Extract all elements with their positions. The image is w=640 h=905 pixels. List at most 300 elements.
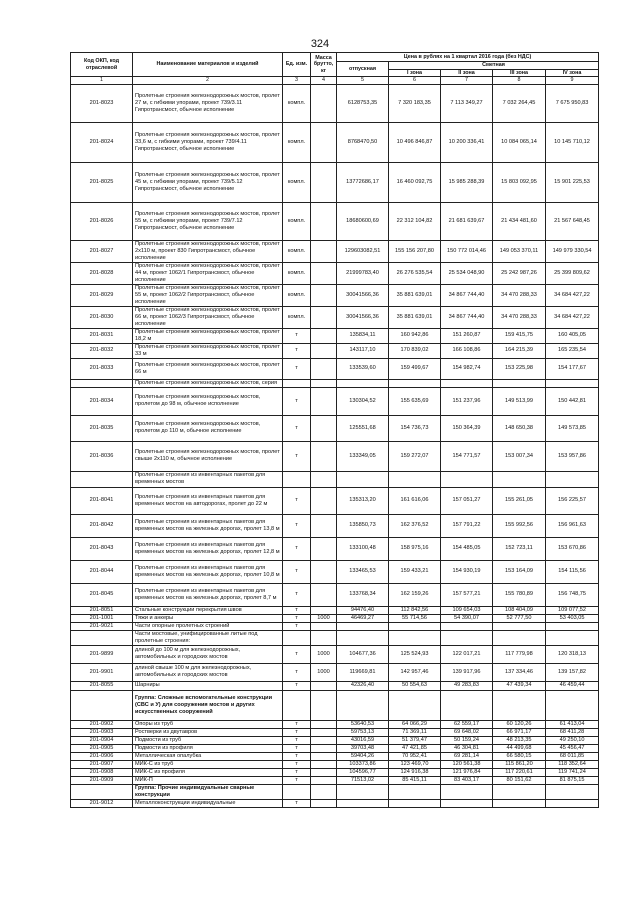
cell-code: 201-8044: [71, 560, 133, 583]
cell-price-zone-2: [441, 799, 493, 807]
cell-price-wholesale: 125551,68: [337, 415, 389, 441]
cell-price-zone-3: 137 334,46: [493, 663, 546, 681]
table-row: [71, 379, 599, 387]
cell-price-zone-3: 149 513,99: [493, 387, 546, 415]
cell-price-zone-4: 120 318,13: [546, 645, 599, 663]
cell-unit: т: [283, 622, 311, 630]
cell-mass: [311, 768, 337, 776]
cell-price-wholesale: 13772686,17: [337, 162, 389, 202]
cell-price-zone-3: 155 780,89: [493, 583, 546, 606]
cell-unit: компл.: [283, 84, 311, 122]
cell-code: 201-8030: [71, 306, 133, 328]
cell-price-zone-1: 51 379,47: [389, 736, 441, 744]
cell-name: Части опорные пролетных строений: [133, 622, 283, 630]
cell-unit: [283, 379, 311, 387]
cell-price-wholesale: 103373,86: [337, 760, 389, 768]
cell-name: Пролетные строения железнодорожных мостов, пролет свыше 2х110 м, обычное исполнение: [133, 441, 283, 471]
cell-unit: компл.: [283, 202, 311, 240]
cell-name: Пролетные строения железнодорожных мостов, пролет 27 м, с гибкими упорами, проект 739/3.11 Гипротрансмост, обычное исполнение: [133, 84, 283, 122]
cell-name: Пролетные строения железнодорожных мостов, пролет 55 м, проект 1062/2 Гипротрансмост, обычное исполнение: [133, 284, 283, 306]
cell-mass: [311, 240, 337, 262]
cell-price-wholesale: 18680600,69: [337, 202, 389, 240]
cell-name: Пролетные строения железнодорожных мостов, пролетом до 98 м, обычное исполнение: [133, 387, 283, 415]
cell-price-wholesale: 53640,53: [337, 720, 389, 728]
cell-price-zone-4: [546, 379, 599, 387]
cell-name: Подмости из профиля: [133, 744, 283, 752]
table-row: [71, 720, 599, 728]
table-row: [71, 202, 599, 240]
table-row: [71, 122, 599, 162]
cell-price-wholesale: 143117,10: [337, 343, 389, 358]
cell-unit: т: [283, 752, 311, 760]
cell-code: 201-8055: [71, 681, 133, 690]
cell-mass: [311, 306, 337, 328]
cell-price-zone-3: 66 971,17: [493, 728, 546, 736]
header-price-group: Цена в рублях на 1 квартал 2016 года (без НДС): [337, 53, 599, 62]
cell-code: [71, 690, 133, 720]
cell-price-zone-4: 156 748,75: [546, 583, 599, 606]
cell-unit: т: [283, 681, 311, 690]
cell-mass: [311, 162, 337, 202]
cell-code: 201-0906: [71, 752, 133, 760]
cell-unit: т: [283, 768, 311, 776]
cell-price-zone-1: 125 524,93: [389, 645, 441, 663]
cell-mass: [311, 760, 337, 768]
cell-price-zone-2: 10 200 336,41: [441, 122, 493, 162]
cell-name: Пролетные строения железнодорожных мостов, пролет 33 м: [133, 343, 283, 358]
cell-price-wholesale: 133539,60: [337, 358, 389, 379]
cell-name: Тяжи и анкеры: [133, 614, 283, 622]
column-number: 2: [133, 77, 283, 85]
cell-price-zone-4: [546, 690, 599, 720]
cell-price-zone-2: 154 982,74: [441, 358, 493, 379]
cell-price-zone-2: 150 772 014,46: [441, 240, 493, 262]
cell-price-wholesale: 119669,81: [337, 663, 389, 681]
cell-name: Стальные конструкции перекрытия швов: [133, 606, 283, 614]
cell-name: Части мостовые, унифицированные литые под пролетные строения:: [133, 630, 283, 645]
cell-price-zone-3: 52 777,50: [493, 614, 546, 622]
table-row: [71, 328, 599, 343]
header-estimated: Сметная: [389, 62, 599, 70]
cell-price-zone-3: 15 803 092,95: [493, 162, 546, 202]
cell-price-zone-1: 162 376,52: [389, 514, 441, 537]
cell-code: 201-8042: [71, 514, 133, 537]
table-row: [71, 387, 599, 415]
cell-unit: т: [283, 728, 311, 736]
table-row: [71, 514, 599, 537]
cell-mass: [311, 202, 337, 240]
cell-code: 201-0908: [71, 768, 133, 776]
cell-name: Ростверки из двутавров: [133, 728, 283, 736]
cell-unit: т: [283, 560, 311, 583]
cell-name: Пролетные строения железнодорожных мостов, пролет 44 м, проект 1062/1 Гипротрансмост, обычное исполнение: [133, 262, 283, 284]
cell-price-zone-1: 112 842,56: [389, 606, 441, 614]
cell-mass: [311, 752, 337, 760]
cell-price-zone-2: 121 976,84: [441, 768, 493, 776]
cell-price-zone-4: 25 399 809,62: [546, 262, 599, 284]
cell-code: 201-8028: [71, 262, 133, 284]
table-row: [71, 487, 599, 514]
table-row: [71, 583, 599, 606]
cell-code: 201-9012: [71, 799, 133, 807]
cell-mass: [311, 736, 337, 744]
cell-price-wholesale: 130304,52: [337, 387, 389, 415]
cell-price-zone-2: [441, 690, 493, 720]
cell-price-zone-2: [441, 379, 493, 387]
cell-price-zone-1: 142 957,46: [389, 663, 441, 681]
cell-price-zone-4: 150 442,81: [546, 387, 599, 415]
cell-price-zone-2: 69 281,14: [441, 752, 493, 760]
cell-name: Пролетные строения железнодорожных мостов, пролет 55 м, с гибкими упорами, проект 739/7.12 Гипротрансмост, обычное исполнение: [133, 202, 283, 240]
table-row: [71, 343, 599, 358]
cell-unit: компл.: [283, 306, 311, 328]
cell-price-wholesale: 104677,36: [337, 645, 389, 663]
column-number: 5: [337, 77, 389, 85]
cell-price-zone-4: 34 684 427,22: [546, 306, 599, 328]
cell-price-zone-3: 25 242 987,26: [493, 262, 546, 284]
cell-price-wholesale: 6128753,35: [337, 84, 389, 122]
column-number: 9: [546, 77, 599, 85]
cell-code: 201-0903: [71, 728, 133, 736]
header-wholesale: отпускная: [337, 62, 389, 77]
cell-code: 201-9899: [71, 645, 133, 663]
cell-price-wholesale: 104596,77: [337, 768, 389, 776]
cell-price-zone-1: 10 496 846,87: [389, 122, 441, 162]
cell-price-zone-4: 34 684 427,22: [546, 284, 599, 306]
cell-price-zone-2: 157 791,22: [441, 514, 493, 537]
cell-price-wholesale: 129603082,51: [337, 240, 389, 262]
cell-price-zone-1: 159 499,67: [389, 358, 441, 379]
cell-price-zone-3: 153 225,98: [493, 358, 546, 379]
cell-price-zone-2: 120 561,38: [441, 760, 493, 768]
column-number: 6: [389, 77, 441, 85]
table-row: [71, 622, 599, 630]
cell-price-zone-2: 157 051,27: [441, 487, 493, 514]
cell-price-zone-4: 154 177,67: [546, 358, 599, 379]
table-row: [71, 645, 599, 663]
cell-price-wholesale: 135834,11: [337, 328, 389, 343]
cell-mass: [311, 799, 337, 807]
cell-code: 201-8043: [71, 537, 133, 560]
table-row: [71, 358, 599, 379]
table-row: [71, 728, 599, 736]
column-number: 4: [311, 77, 337, 85]
cell-price-zone-1: 124 916,38: [389, 768, 441, 776]
cell-code: 201-0907: [71, 760, 133, 768]
cell-price-zone-2: 154 771,57: [441, 441, 493, 471]
cell-price-zone-4: 165 235,54: [546, 343, 599, 358]
cell-price-zone-1: 35 881 639,01: [389, 284, 441, 306]
cell-price-zone-2: 154 930,19: [441, 560, 493, 583]
cell-unit: т: [283, 760, 311, 768]
page-number: 324: [310, 38, 330, 50]
cell-price-zone-4: 10 145 710,12: [546, 122, 599, 162]
cell-price-wholesale: 8768470,50: [337, 122, 389, 162]
cell-code: 201-9901: [71, 663, 133, 681]
cell-price-zone-4: [546, 622, 599, 630]
cell-price-wholesale: 43016,59: [337, 736, 389, 744]
cell-price-zone-1: [389, 471, 441, 487]
cell-price-wholesale: 94476,40: [337, 606, 389, 614]
cell-price-zone-2: 122 017,21: [441, 645, 493, 663]
cell-code: 201-8034: [71, 387, 133, 415]
cell-unit: т: [283, 776, 311, 784]
cell-code: 201-8045: [71, 583, 133, 606]
cell-price-zone-4: 68 411,28: [546, 728, 599, 736]
cell-price-zone-1: 155 635,69: [389, 387, 441, 415]
cell-name: Пролетные строения железнодорожных мостов, пролет 2х110 м, проект 830 Гипротрансмост, обычное исполнение: [133, 240, 283, 262]
cell-price-zone-2: 21 681 639,67: [441, 202, 493, 240]
cell-code: 201-0904: [71, 736, 133, 744]
table-row: [71, 630, 599, 645]
table-row: [71, 284, 599, 306]
cell-name: МИК-П: [133, 776, 283, 784]
cell-mass: [311, 776, 337, 784]
cell-price-zone-4: 49 250,10: [546, 736, 599, 744]
table-row: [71, 240, 599, 262]
cell-price-zone-4: 153 670,86: [546, 537, 599, 560]
cell-name: Пролетные строения из инвентарных пакетов для временных мостов на железных дорогах, пролет 10,8 м: [133, 560, 283, 583]
cell-code: 201-0909: [71, 776, 133, 784]
cell-unit: т: [283, 343, 311, 358]
cell-price-wholesale: [337, 799, 389, 807]
cell-mass: 1000: [311, 645, 337, 663]
cell-price-zone-3: [493, 784, 546, 799]
cell-mass: [311, 284, 337, 306]
cell-price-zone-3: 34 470 288,33: [493, 284, 546, 306]
cell-code: 201-9021: [71, 622, 133, 630]
cell-code: 201-8035: [71, 415, 133, 441]
cell-mass: [311, 84, 337, 122]
cell-price-zone-4: 119 741,24: [546, 768, 599, 776]
cell-price-zone-2: 109 654,03: [441, 606, 493, 614]
column-number: 1: [71, 77, 133, 85]
cell-price-zone-4: 149 979 330,54: [546, 240, 599, 262]
cell-price-zone-2: [441, 630, 493, 645]
table-row: [71, 760, 599, 768]
cell-price-wholesale: 39703,48: [337, 744, 389, 752]
cell-price-wholesale: 133768,34: [337, 583, 389, 606]
cell-price-zone-4: [546, 784, 599, 799]
cell-price-zone-2: 62 559,17: [441, 720, 493, 728]
cell-mass: [311, 379, 337, 387]
cell-price-zone-2: 157 577,21: [441, 583, 493, 606]
cell-price-zone-4: 160 405,05: [546, 328, 599, 343]
cell-name: Пролетные строения железнодорожных мостов, пролет 18,2 м: [133, 328, 283, 343]
cell-price-wholesale: [337, 622, 389, 630]
cell-price-wholesale: 133100,48: [337, 537, 389, 560]
cell-name: Пролетные строения железнодорожных мостов, пролет 66 м: [133, 358, 283, 379]
cell-price-zone-3: [493, 690, 546, 720]
cell-unit: [283, 471, 311, 487]
table-row: [71, 776, 599, 784]
cell-unit: т: [283, 744, 311, 752]
header-zone-1: I зона: [389, 69, 441, 77]
cell-price-zone-4: 7 675 950,83: [546, 84, 599, 122]
cell-price-zone-2: [441, 784, 493, 799]
cell-price-zone-2: 83 403,17: [441, 776, 493, 784]
cell-price-zone-3: 115 861,20: [493, 760, 546, 768]
cell-price-zone-2: 25 534 048,90: [441, 262, 493, 284]
cell-price-zone-1: 170 839,02: [389, 343, 441, 358]
cell-unit: т: [283, 614, 311, 622]
cell-price-zone-3: 108 404,09: [493, 606, 546, 614]
cell-price-zone-1: 154 736,73: [389, 415, 441, 441]
cell-mass: [311, 744, 337, 752]
cell-name: Металлоконструкции индивидуальные: [133, 799, 283, 807]
cell-price-zone-3: 44 499,68: [493, 744, 546, 752]
cell-price-zone-1: [389, 630, 441, 645]
cell-mass: [311, 441, 337, 471]
cell-price-zone-1: 71 369,11: [389, 728, 441, 736]
cell-price-zone-3: 7 032 264,45: [493, 84, 546, 122]
cell-name: Группа: Прочие индивидуальные сварные конструкции: [133, 784, 283, 799]
table-row: [71, 736, 599, 744]
table-row: [71, 614, 599, 622]
cell-price-zone-3: [493, 379, 546, 387]
header-code: Код ОКП, код отраслевой: [71, 53, 133, 77]
cell-price-zone-2: 15 985 288,39: [441, 162, 493, 202]
cell-mass: [311, 681, 337, 690]
cell-unit: т: [283, 328, 311, 343]
cell-price-zone-1: 158 975,16: [389, 537, 441, 560]
cell-name: МИК-С из профиля: [133, 768, 283, 776]
cell-price-wholesale: [337, 690, 389, 720]
cell-price-zone-3: 66 580,15: [493, 752, 546, 760]
cell-price-zone-2: 54 390,07: [441, 614, 493, 622]
cell-code: 201-8033: [71, 358, 133, 379]
table-body: [71, 84, 599, 807]
cell-price-wholesale: 71513,02: [337, 776, 389, 784]
cell-mass: [311, 720, 337, 728]
column-number-row: [71, 77, 599, 85]
cell-price-zone-4: 149 573,85: [546, 415, 599, 441]
cell-mass: [311, 622, 337, 630]
cell-price-zone-3: 149 053 370,11: [493, 240, 546, 262]
cell-name: длиной свыше 100 м для железнодорожных, автомобильных и городских мостов: [133, 663, 283, 681]
cell-price-zone-3: 153 164,09: [493, 560, 546, 583]
cell-code: 201-8029: [71, 284, 133, 306]
cell-price-zone-4: 156 961,63: [546, 514, 599, 537]
table-row: [71, 784, 599, 799]
cell-unit: т: [283, 387, 311, 415]
cell-unit: т: [283, 441, 311, 471]
cell-price-zone-2: 151 237,96: [441, 387, 493, 415]
cell-mass: [311, 487, 337, 514]
cell-price-zone-3: 34 470 288,33: [493, 306, 546, 328]
cell-mass: [311, 560, 337, 583]
cell-price-zone-1: [389, 799, 441, 807]
cell-price-zone-4: 53 403,05: [546, 614, 599, 622]
cell-code: 201-8024: [71, 122, 133, 162]
cell-code: 201-8027: [71, 240, 133, 262]
cell-mass: [311, 606, 337, 614]
cell-code: 201-0905: [71, 744, 133, 752]
cell-price-zone-1: 47 421,85: [389, 744, 441, 752]
cell-code: 201-8051: [71, 606, 133, 614]
table-row: [71, 471, 599, 487]
cell-unit: компл.: [283, 162, 311, 202]
cell-price-zone-2: 139 917,96: [441, 663, 493, 681]
cell-price-zone-4: 46 459,44: [546, 681, 599, 690]
cell-name: МИК-С из труб: [133, 760, 283, 768]
cell-code: 201-8031: [71, 328, 133, 343]
table-row: [71, 84, 599, 122]
cell-price-zone-1: 35 881 639,01: [389, 306, 441, 328]
cell-unit: т: [283, 358, 311, 379]
cell-unit: т: [283, 663, 311, 681]
cell-price-wholesale: 21999783,40: [337, 262, 389, 284]
cell-price-wholesale: 135850,73: [337, 514, 389, 537]
table-row: [71, 690, 599, 720]
cell-mass: [311, 537, 337, 560]
table-row: [71, 537, 599, 560]
cell-mass: [311, 514, 337, 537]
cell-unit: [283, 630, 311, 645]
cell-price-zone-3: 21 434 481,60: [493, 202, 546, 240]
cell-code: [71, 630, 133, 645]
cell-unit: т: [283, 736, 311, 744]
table-row: [71, 606, 599, 614]
cell-price-wholesale: 133349,05: [337, 441, 389, 471]
cell-price-zone-4: [546, 799, 599, 807]
column-number: 8: [493, 77, 546, 85]
cell-mass: [311, 471, 337, 487]
cell-name: длиной до 100 м для железнодорожных, автомобильных и городских мостов: [133, 645, 283, 663]
cell-price-zone-2: 46 304,81: [441, 744, 493, 752]
cell-price-zone-1: [389, 622, 441, 630]
cell-price-zone-2: 150 364,39: [441, 415, 493, 441]
table-row: [71, 262, 599, 284]
cell-price-wholesale: [337, 379, 389, 387]
cell-unit: т: [283, 720, 311, 728]
cell-code: 201-8036: [71, 441, 133, 471]
cell-code: 201-1001: [71, 614, 133, 622]
cell-mass: [311, 630, 337, 645]
table-row: [71, 306, 599, 328]
cell-price-wholesale: 30041566,36: [337, 306, 389, 328]
cell-price-zone-1: 160 942,86: [389, 328, 441, 343]
cell-unit: т: [283, 645, 311, 663]
cell-mass: 1000: [311, 663, 337, 681]
cell-price-wholesale: 59753,13: [337, 728, 389, 736]
header-zone-2: II зона: [441, 69, 493, 77]
cell-price-zone-1: [389, 784, 441, 799]
cell-name: Подмости из труб: [133, 736, 283, 744]
cell-mass: [311, 728, 337, 736]
cell-name: Пролетные строения железнодорожных мостов, пролетом до 110 м, обычное исполнение: [133, 415, 283, 441]
cell-name: Пролетные строения из инвентарных пакетов для временных мостов на железных дорогах, пролет 12,8 м: [133, 537, 283, 560]
cell-price-zone-2: 34 867 744,40: [441, 284, 493, 306]
cell-price-zone-3: 148 650,38: [493, 415, 546, 441]
cell-price-zone-1: 70 952,41: [389, 752, 441, 760]
cell-price-zone-3: 80 151,62: [493, 776, 546, 784]
cell-price-zone-1: 155 156 207,80: [389, 240, 441, 262]
cell-price-zone-2: 69 648,02: [441, 728, 493, 736]
cell-price-zone-4: 156 225,57: [546, 487, 599, 514]
cell-price-zone-3: [493, 622, 546, 630]
cell-price-zone-1: 64 066,29: [389, 720, 441, 728]
cell-mass: [311, 343, 337, 358]
cell-price-zone-1: 123 469,70: [389, 760, 441, 768]
cell-price-wholesale: [337, 630, 389, 645]
cell-unit: т: [283, 583, 311, 606]
cell-price-zone-1: 22 312 104,82: [389, 202, 441, 240]
cell-price-zone-4: 68 011,85: [546, 752, 599, 760]
cell-unit: т: [283, 606, 311, 614]
cell-price-zone-1: 55 714,56: [389, 614, 441, 622]
table-row: [71, 799, 599, 807]
